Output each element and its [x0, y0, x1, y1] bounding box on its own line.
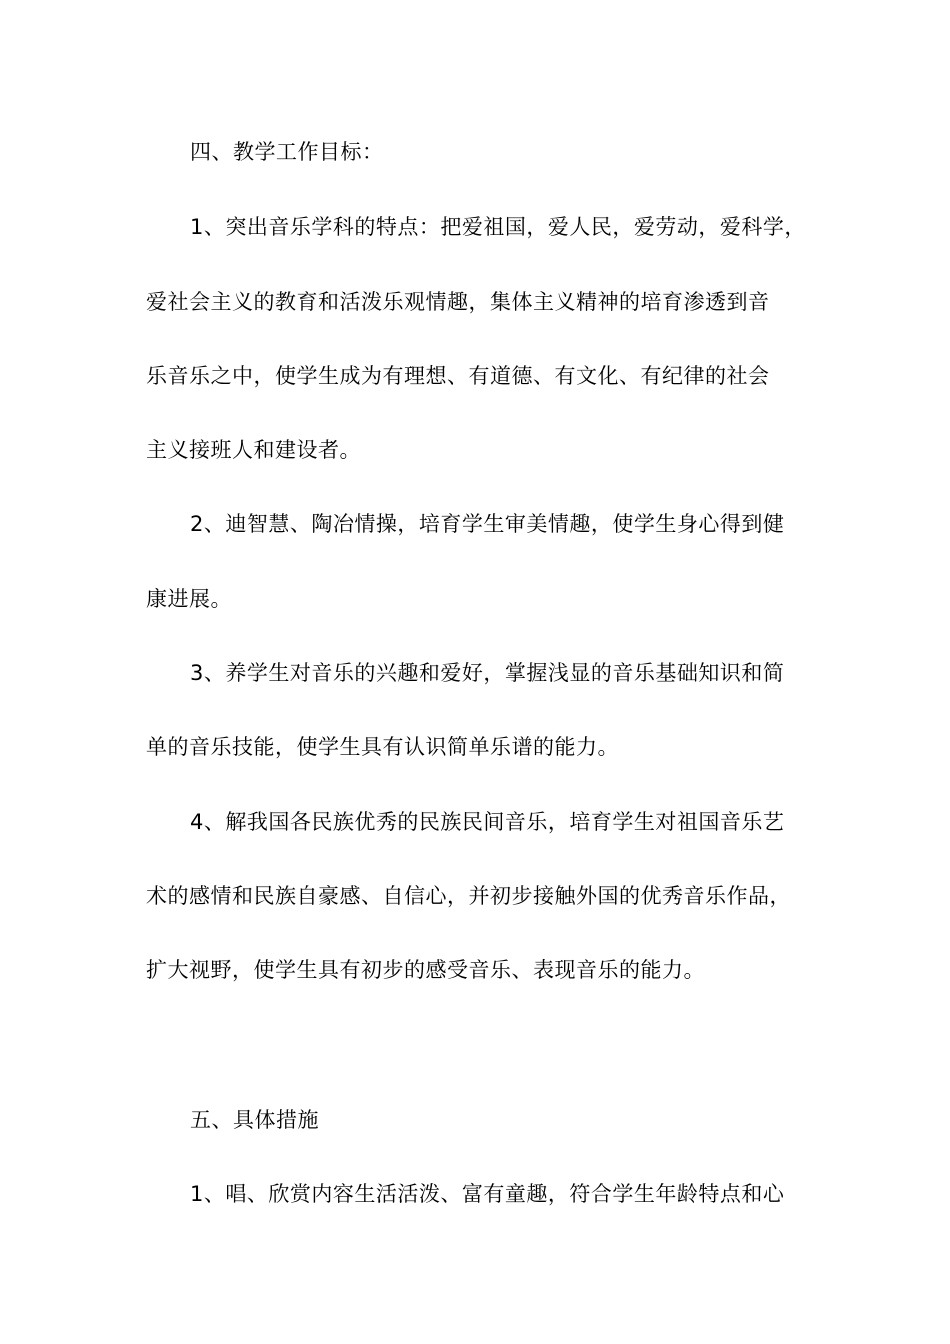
paragraph-3-line-2: 单的音乐技能，使学生具有认识简单乐谱的能力。	[146, 735, 619, 759]
paragraph-1-line-1: 1、突出音乐学科的特点：把爱祖国，爱人民，爱劳动，爱科学，	[190, 215, 806, 239]
section-5-heading: 五、具体措施	[190, 1108, 319, 1132]
measures-paragraph-1-line-1: 1、唱、欣赏内容生活活泼、富有童趣，符合学生年龄特点和心	[190, 1182, 785, 1206]
paragraph-2-line-1: 2、迪智慧、陶冶情操，培育学生审美情趣，使学生身心得到健	[190, 512, 785, 536]
paragraph-4-line-3: 扩大视野，使学生具有初步的感受音乐、表现音乐的能力。	[146, 958, 705, 982]
paragraph-1-line-3: 乐音乐之中，使学生成为有理想、有道德、有文化、有纪律的社会	[146, 364, 770, 388]
paragraph-3-line-1: 3、养学生对音乐的兴趣和爱好，掌握浅显的音乐基础知识和简	[190, 661, 785, 685]
paragraph-1-line-4: 主义接班人和建设者。	[146, 438, 361, 462]
paragraph-1-line-2: 爱社会主义的教育和活泼乐观情趣，集体主义精神的培育渗透到音	[146, 290, 770, 314]
paragraph-2-line-2: 康进展。	[146, 587, 232, 611]
paragraph-4-line-1: 4、解我国各民族优秀的民族民间音乐，培育学生对祖国音乐艺	[190, 810, 785, 834]
paragraph-4-line-2: 术的感情和民族自豪感、自信心，并初步接触外国的优秀音乐作品，	[146, 884, 791, 908]
section-4-heading: 四、教学工作目标：	[190, 140, 384, 164]
